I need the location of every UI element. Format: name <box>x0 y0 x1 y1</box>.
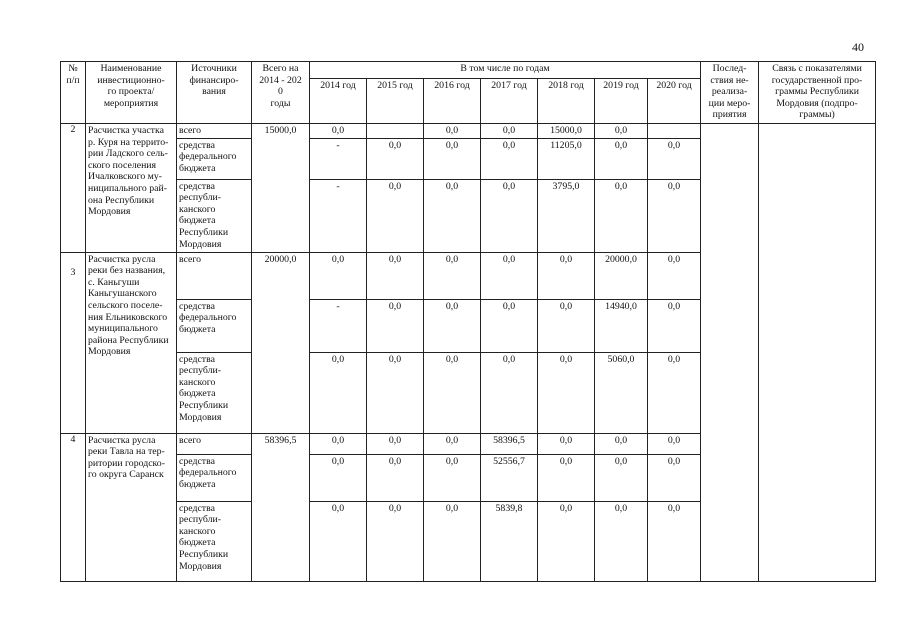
year-value: 0,0 <box>424 454 481 501</box>
year-value: 0,0 <box>424 352 481 433</box>
funding-source: средства федерального бюджета <box>177 299 252 352</box>
year-value: 0,0 <box>367 352 424 433</box>
year-value: 0,0 <box>648 454 701 501</box>
year-value: 0,0 <box>424 433 481 454</box>
funding-source: средства республи- канского бюджета Республики Мордовия <box>177 179 252 252</box>
year-value: 0,0 <box>538 299 595 352</box>
header-num: № п/п <box>61 62 86 124</box>
header-link: Связь с показателями государственной про- граммы Республики Мордовия (подпро- граммы) <box>759 62 876 124</box>
year-value: - <box>310 299 367 352</box>
year-value: 0,0 <box>538 252 595 299</box>
project-name: Расчистка русла реки Тавла на тер- ритории городско- го округа Саранск <box>86 433 177 581</box>
year-value: 0,0 <box>648 138 701 179</box>
year-value: 0,0 <box>538 352 595 433</box>
header-year: 2014 год <box>310 79 367 124</box>
year-value <box>648 124 701 139</box>
year-value: 0,0 <box>424 299 481 352</box>
year-value: 0,0 <box>310 252 367 299</box>
year-value: 0,0 <box>595 138 648 179</box>
year-value: 58396,5 <box>481 433 538 454</box>
year-value: 0,0 <box>481 138 538 179</box>
funding-source: средства республи- канского бюджета Республики Мордовия <box>177 352 252 433</box>
header-total: Всего на 2014 - 202 0 годы <box>252 62 310 124</box>
year-value: 0,0 <box>481 352 538 433</box>
header-row <box>61 62 876 79</box>
row-number: 2 <box>61 124 86 253</box>
header-year: 2015 год <box>367 79 424 124</box>
funding-source: средства республи- канского бюджета Республики Мордовия <box>177 501 252 581</box>
header-year: 2019 год <box>595 79 648 124</box>
header-year: 2016 год <box>424 79 481 124</box>
year-value: 0,0 <box>481 124 538 139</box>
investment-table <box>60 61 876 582</box>
year-value: 0,0 <box>310 454 367 501</box>
year-value: 0,0 <box>538 433 595 454</box>
year-value: 0,0 <box>595 124 648 139</box>
year-value: 0,0 <box>648 352 701 433</box>
year-value: 0,0 <box>424 501 481 581</box>
year-value: 0,0 <box>367 501 424 581</box>
year-value: 5060,0 <box>595 352 648 433</box>
year-value: 0,0 <box>367 179 424 252</box>
year-value: 0,0 <box>538 501 595 581</box>
year-value: 0,0 <box>595 433 648 454</box>
year-value <box>367 124 424 139</box>
project-name: Расчистка участка р. Куря на террито- рии Ладского сель- ского поселения Ичалковского му- ниципального рай- она Республики Мордовия <box>86 124 177 253</box>
year-value: 0,0 <box>367 433 424 454</box>
year-value: 0,0 <box>424 252 481 299</box>
year-value: 0,0 <box>424 179 481 252</box>
funding-source: всего <box>177 252 252 299</box>
header-by-years: В том числе по годам <box>310 62 701 79</box>
year-value: 0,0 <box>648 501 701 581</box>
project-total: 58396,5 <box>252 433 310 581</box>
year-value: 14940,0 <box>595 299 648 352</box>
year-value: 0,0 <box>595 179 648 252</box>
year-value: 0,0 <box>367 252 424 299</box>
year-value: 0,0 <box>481 299 538 352</box>
year-value: 0,0 <box>595 501 648 581</box>
year-value: 0,0 <box>648 433 701 454</box>
year-value: 0,0 <box>648 252 701 299</box>
funding-source: средства федерального бюджета <box>177 454 252 501</box>
year-value: 0,0 <box>424 124 481 139</box>
year-value: 0,0 <box>481 179 538 252</box>
project-total: 15000,0 <box>252 124 310 253</box>
funding-source: всего <box>177 433 252 454</box>
page-number: 40 <box>852 40 864 54</box>
year-value: 0,0 <box>310 352 367 433</box>
year-value: 15000,0 <box>538 124 595 139</box>
funding-source: всего <box>177 124 252 139</box>
header-year: 2017 год <box>481 79 538 124</box>
year-value: 0,0 <box>538 454 595 501</box>
year-value: 0,0 <box>310 501 367 581</box>
year-value: 20000,0 <box>595 252 648 299</box>
year-value: 0,0 <box>367 454 424 501</box>
year-value: 11205,0 <box>538 138 595 179</box>
header-year: 2020 год <box>648 79 701 124</box>
year-value: 0,0 <box>595 454 648 501</box>
year-value: 0,0 <box>648 299 701 352</box>
funding-source: средства федерального бюджета <box>177 138 252 179</box>
link-cell <box>759 124 876 582</box>
year-value: 52556,7 <box>481 454 538 501</box>
year-value: 0,0 <box>310 124 367 139</box>
year-value: - <box>310 138 367 179</box>
year-value: 5839,8 <box>481 501 538 581</box>
year-value: 0,0 <box>367 138 424 179</box>
header-sources: Источники финансиро- вания <box>177 62 252 124</box>
header-name: Наименование инвестиционно- го проекта/ мероприятия <box>86 62 177 124</box>
table-row <box>61 124 876 139</box>
year-value: 0,0 <box>481 252 538 299</box>
project-total: 20000,0 <box>252 252 310 433</box>
consequences-cell <box>701 124 759 582</box>
header-year: 2018 год <box>538 79 595 124</box>
project-name: Расчистка русла реки без названия, с. Каньгуши Каньгушанского сельского поселе- ния Ельниковского муниципального района Республики Мордовия <box>86 252 177 433</box>
year-value: 3795,0 <box>538 179 595 252</box>
row-number: 4 <box>61 433 86 581</box>
year-value: - <box>310 179 367 252</box>
header-consequences: Послед- ствия не- реализа- ции меро- приятия <box>701 62 759 124</box>
year-value: 0,0 <box>648 179 701 252</box>
row-number: 3 <box>61 252 86 433</box>
year-value: 0,0 <box>424 138 481 179</box>
year-value: 0,0 <box>310 433 367 454</box>
year-value: 0,0 <box>367 299 424 352</box>
